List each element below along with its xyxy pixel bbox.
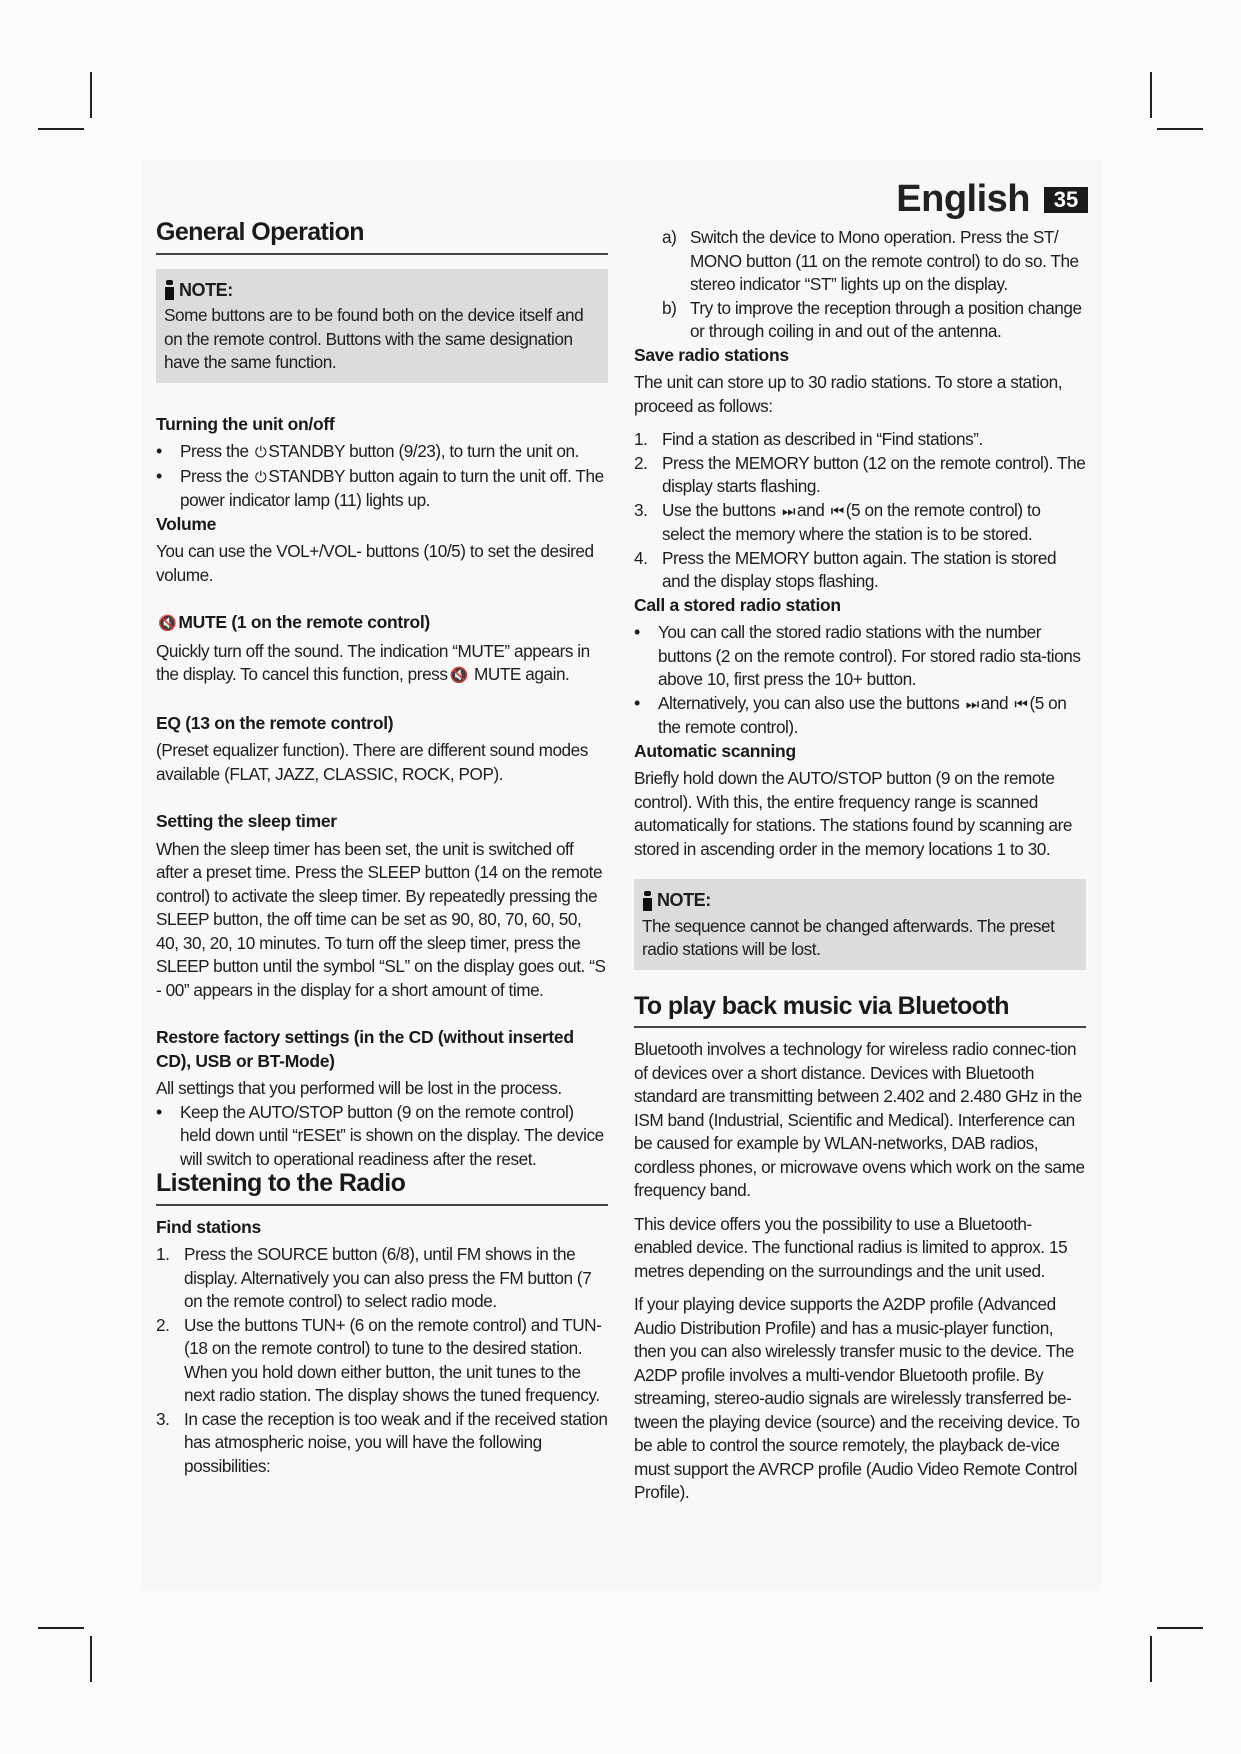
previous-icon: ⏮ (1014, 695, 1028, 713)
note-box (156, 269, 608, 383)
bullet-list (156, 1101, 608, 1172)
subheading-turning-on-off: Turning the unit on/off (156, 413, 335, 434)
paragraph: Briefly hold down the AUTO/STOP button (9 on the remote control). With this, the entire frequency range is scanned automatically for stations. The stations found by scanning are stored in ascending order in the memory locations 1 to 30. (634, 768, 1073, 859)
info-icon (164, 279, 175, 301)
crop-mark (38, 1627, 84, 1629)
subheading-mute: 🔇 MUTE (1 on the remote control) (156, 611, 608, 636)
section-heading-bluetooth: To play back music via Bluetooth (634, 994, 1086, 1029)
numbered-list (156, 1243, 608, 1478)
paragraph: Bluetooth involves a technology for wireless radio connec-tion of devices over a short distance. Devices with Bluetooth standard are transmitting between 2.402 and 2.480 GHz in the ISM band (Industrial, Scientific and Medical). Interference can be caused for example by WLAN-networks, DAB radios, cordless phones, or microwave ovens which work on the same frequency band. (634, 1039, 1085, 1200)
numbered-list (634, 428, 1086, 594)
note-text: The sequence cannot be changed afterwards. The preset radio stations will be lost. (642, 915, 1055, 959)
crop-mark (38, 128, 84, 130)
list-item: • Press the ⏻ STANDBY button again to turn the unit off. The power indicator lamp (11) lights up. (156, 465, 608, 513)
list-item: 1. Press the SOURCE button (6/8), until FM shows in the display. Alternatively you can also press the FM button (7 on the remote control) to select radio mode. (156, 1244, 592, 1311)
paragraph: (Preset equalizer function). There are different sound modes available (FLAT, JAZZ, CLASSIC, ROCK, POP). (156, 740, 588, 784)
paragraph: All settings that you performed will be lost in the process. (156, 1078, 562, 1098)
paragraph: When the sleep timer has been set, the unit is switched off after a preset time. Press the SLEEP button (14 on the remote control) to activate the sleep timer. By repeatedly pressing the SLEEP button, the off time can be set as 90, 80, 70, 60, 50, 40, 30, 20, 10 minutes. To turn off the sleep timer, press the SLEEP button until the symbol “SL” on the display goes out. “S - 00” appears in the display for a short amount of time. (156, 838, 606, 1000)
info-icon (642, 890, 653, 912)
crop-mark (1157, 128, 1203, 130)
list-item: 2. Use the buttons TUN+ (6 on the remote control) and TUN- (18 on the remote control) to tune to the desired station. When you hold down either button, the unit tunes to the next radio station. The display shows the tuned frequency. (156, 1314, 602, 1405)
subheading-restore: Restore factory settings (in the CD (without inserted CD), USB or BT-Mode) (156, 1027, 574, 1071)
section-heading-radio: Listening to the Radio (156, 1171, 608, 1206)
bullet-list (634, 621, 1086, 740)
subheading-sleep-timer: Setting the sleep timer (156, 811, 337, 831)
subheading-volume: Volume (156, 513, 217, 534)
list-item: • Press the ⏻ STANDBY button (9/23), to turn the unit on. (156, 440, 608, 465)
language-label: English (896, 178, 1030, 220)
subheading-call-station: Call a stored radio station (634, 594, 841, 615)
page-header (896, 178, 1088, 221)
list-item: 2. Press the MEMORY button (12 on the remote control). The display starts flashing. (634, 452, 1086, 496)
previous-icon: ⏮ (830, 502, 844, 520)
bullet-list (156, 440, 608, 513)
next-icon: ⏭ (965, 695, 979, 713)
list-item: 3. Use the buttons ⏭ and ⏮ (5 on the remote control) to select the memory where the station is to be stored. (634, 499, 1041, 544)
options-list (634, 226, 1086, 344)
left-column (156, 220, 608, 1478)
power-icon: ⏻ (254, 444, 267, 461)
crop-mark (1150, 1636, 1152, 1682)
list-item: • You can call the stored radio stations with the number buttons (2 on the remote control). For stored radio sta-tions above 10, first press the 10+ button. (634, 621, 1086, 692)
list-item: • Alternatively, you can also use the buttons ⏭ and ⏮ (5 on the remote control). (634, 692, 1086, 740)
crop-mark (1157, 1627, 1203, 1629)
note-title: NOTE: (179, 279, 233, 300)
paragraph: You can use the VOL+/VOL- buttons (10/5) to set the desired volume. (156, 541, 594, 585)
list-item: 4. Press the MEMORY button again. The station is stored and the display stops flashing. (634, 547, 1057, 591)
list-item: b) Try to improve the reception through a position change or through coiling in and out of the antenna. (662, 297, 1082, 341)
section-heading-general-operation: General Operation (156, 220, 608, 255)
paragraph: This device offers you the possibility to use a Bluetooth-enabled device. The functional radius is limited to approx. 15 metres depending on the surroundings and the unit used. (634, 1213, 1068, 1281)
list-item: 3. In case the reception is too weak and if the received station has atmospheric noise, you will have the following possibilities: (156, 1408, 608, 1476)
list-item: 1. Find a station as described in “Find stations”. (634, 429, 983, 449)
next-icon: ⏭ (781, 502, 796, 520)
paragraph: The unit can store up to 30 radio stations. To store a station, proceed as follows: (634, 372, 1063, 416)
subheading-eq: EQ (13 on the remote control) (156, 712, 394, 733)
subheading-find-stations: Find stations (156, 1216, 261, 1237)
paragraph: Quickly turn off the sound. The indication “MUTE” appears in the display. To cancel this function, press 🔇 MUTE again. (156, 640, 608, 688)
subheading-automatic-scanning: Automatic scanning (634, 740, 796, 761)
subheading-save-stations: Save radio stations (634, 344, 789, 365)
right-column (634, 226, 1086, 1505)
page-number: 35 (1044, 187, 1088, 213)
crop-mark (1150, 72, 1152, 118)
paragraph: If your playing device supports the A2DP profile (Advanced Audio Distribution Profile) and has a music-player function, then you can also wirelessly transfer music to the device. The A2DP profile involves a multi-vendor Bluetooth profile. By streaming, stereo-audio signals are wirelessly transferred be-tween the playing device (source) and the receiving device. To be able to control the source remotely, the playback de-vice must support the AVRCP profile (Audio Video Remote Control Profile). (634, 1294, 1080, 1502)
crop-mark (90, 72, 92, 118)
mute-icon: 🔇 (449, 667, 468, 684)
note-title: NOTE: (657, 890, 711, 910)
list-item: • Keep the AUTO/STOP button (9 on the remote control) held down until “rESEt” is shown on the display. The device will switch to operational readiness after the reset. (156, 1101, 608, 1172)
note-box (634, 879, 1086, 970)
mute-icon: 🔇 (158, 615, 177, 632)
list-item: a) Switch the device to Mono operation. Press the ST/ MONO button (11 on the remote control) to do so. The stereo indicator “ST” lights up on the display. (662, 227, 1079, 294)
power-icon: ⏻ (254, 468, 267, 486)
crop-mark (90, 1636, 92, 1682)
note-text: Some buttons are to be found both on the device itself and on the remote control. Buttons with the same designation have the same function. (164, 305, 584, 372)
